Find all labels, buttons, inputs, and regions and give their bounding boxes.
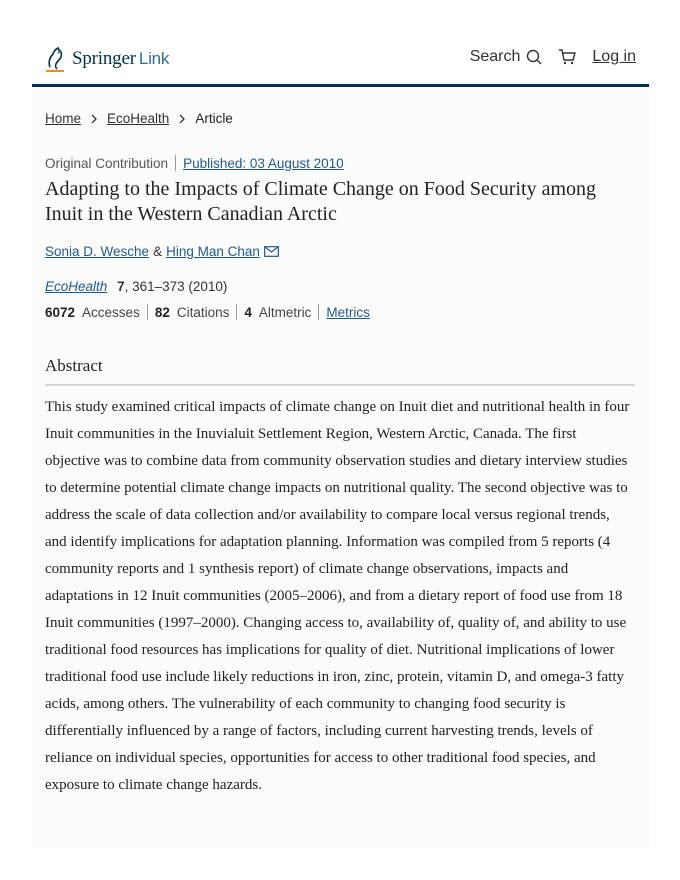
email-icon[interactable]: [264, 246, 279, 257]
cart-icon[interactable]: [558, 49, 576, 65]
search-button[interactable]: [470, 48, 543, 66]
article-metrics: [45, 304, 370, 320]
chevron-right-icon: [177, 114, 187, 124]
meta-divider: [175, 155, 176, 171]
accesses-count: 6072: [45, 304, 76, 320]
altmetric-label: Altmetric: [258, 304, 312, 320]
accesses-label: Accesses: [82, 304, 140, 320]
search-label: Search: [469, 48, 521, 65]
journal-volume: 7: [117, 279, 125, 294]
author-separator: &: [153, 244, 163, 259]
login-link[interactable]: Log in: [592, 48, 636, 65]
citations-count: 82: [154, 304, 170, 320]
article-title: Adapting to the Impacts of Climate Change on Food Security among Inuit in the Western Canadian Arctic: [45, 178, 597, 225]
springer-horse-logo-icon: [44, 45, 66, 73]
header-nav: [470, 48, 636, 66]
springer-link-logo[interactable]: [44, 45, 169, 73]
metrics-divider: [147, 304, 148, 320]
abstract-heading: Abstract: [45, 356, 635, 386]
site-header: [32, 0, 649, 87]
author-list: [45, 244, 279, 259]
brand-main: Springer: [72, 48, 136, 69]
breadcrumb: [45, 111, 233, 126]
article-content: [32, 87, 649, 848]
metrics-divider: [318, 304, 319, 320]
page: [32, 0, 649, 848]
abstract-text: This study examined critical impacts of climate change on Inuit diet and nutritional health in four Inuit communities in the Inuvialuit Settlement Region, Western Arctic, Canada. The first objective was to combine data from community observation studies and dietary interview studies to determine potential climate change impacts on nutritional quality. The second objective was to address the scale of data collection and/or availability to compare local versus regional trends, and identify implications for adaptation planning. Information was compiled from 5 reports (4 community reports and 1 synthesis report) of climate change observations, impacts and adaptations in 12 Inuit communities (2005–2006), and from a dietary report of food use from 18 Inuit communities (1997–2000). Changing access to, availability of, quality of, and ability to use traditional food resources has implications for quality of diet. Nutritional implications of lower traditional food use include likely reductions in iron, zinc, protein, vitamin D, and omega-3 fatty acids, among others. The vulnerability of each community to changing food security is differentially influenced by a range of factors, including current harvesting trends, levels of reliance on individual species, opportunities for access to other traditional food species, and exposure to climate change hazards.: [45, 399, 630, 793]
breadcrumb-current: Article: [195, 111, 233, 126]
brand-wordmark: [72, 48, 169, 70]
search-icon: [526, 49, 542, 65]
author-link[interactable]: Hing Man Chan: [166, 244, 260, 259]
metrics-divider: [236, 304, 237, 320]
journal-link[interactable]: EcoHealth: [45, 279, 108, 294]
brand-sub: Link: [138, 49, 170, 68]
breadcrumb-journal[interactable]: EcoHealth: [107, 111, 170, 126]
article-type: Original Contribution: [45, 155, 169, 171]
chevron-right-icon: [89, 114, 99, 124]
published-date-link[interactable]: Published: 03 August 2010: [183, 155, 344, 171]
metrics-link[interactable]: Metrics: [326, 304, 370, 320]
author-link[interactable]: Sonia D. Wesche: [45, 244, 150, 259]
altmetric-count: 4: [244, 304, 252, 320]
article-meta: [45, 155, 344, 171]
citations-label: Citations: [176, 304, 230, 320]
breadcrumb-home[interactable]: Home: [45, 111, 82, 126]
journal-pages: , 361–373 (2010): [124, 279, 228, 294]
journal-citation: [45, 279, 227, 294]
